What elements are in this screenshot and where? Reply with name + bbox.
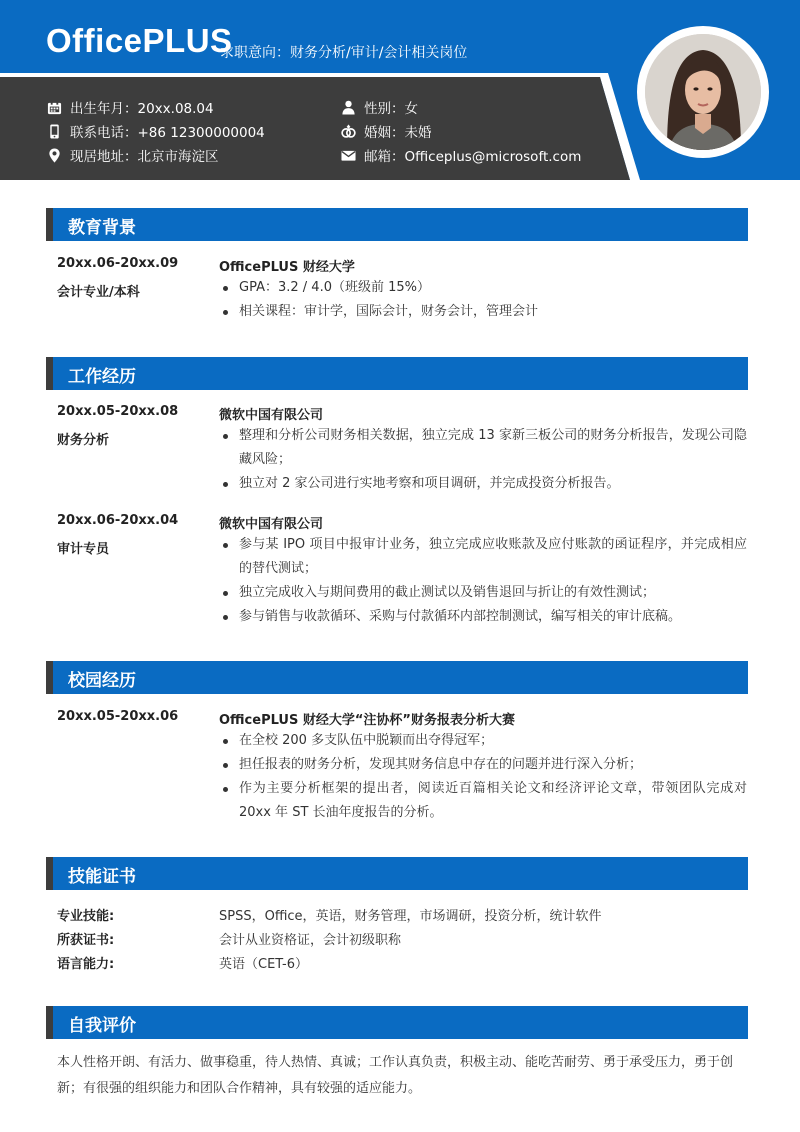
info-email (340, 145, 581, 165)
info-birth (46, 97, 214, 117)
mail-icon (340, 147, 356, 163)
education-date: 20xx.06-20xx.09 (57, 256, 179, 271)
person-icon (340, 99, 356, 115)
work-date-1: 20xx.05-20xx.08 (57, 404, 179, 419)
info-address (46, 145, 219, 165)
campus-section-header (46, 661, 748, 694)
rings-icon (340, 123, 356, 139)
list-item: 相关课程：审计学，国际会计，财务会计，管理会计 (219, 300, 747, 324)
list-item: 独立对 2 家公司进行实地考察和项目调研，并完成投资分析报告。 (219, 472, 747, 496)
info-marital (340, 121, 432, 141)
work-role-1: 财务分析 (57, 433, 110, 448)
campus-title: 校园经历 (68, 671, 136, 691)
education-school: OfficePLUS 财经大学 (219, 260, 355, 275)
campus-date: 20xx.05-20xx.06 (57, 709, 179, 724)
education-title: 教育背景 (68, 218, 136, 238)
info-address-text: 现居地址：北京市海淀区 (70, 149, 219, 165)
self-eval-section-header (46, 1006, 748, 1039)
skill-label-certificates: 所获证书: (57, 933, 115, 948)
calendar-icon (46, 99, 62, 115)
work-date-2: 20xx.06-20xx.04 (57, 513, 179, 528)
list-item: 独立完成收入与期间费用的截止测试以及销售退回与折让的有效性测试； (219, 581, 747, 605)
list-item: GPA：3.2 / 4.0（班级前 15%） (219, 276, 747, 300)
self-eval-text: 本人性格开朗、有活力、做事稳重，待人热情、真诚；工作认真负责，积极主动、能吃苦耐劳、勇于承受压力，勇于创新；有很强的组织能力和团队合作精神，具有较强的适应能力。 (57, 1055, 734, 1096)
info-birth-text: 出生年月：20xx.08.04 (70, 101, 214, 117)
list-item: 作为主要分析框架的提出者，阅读近百篇相关论文和经济评论文章，带领团队完成对 20xx 年 ST 长油年度报告的分析。 (219, 777, 747, 825)
skill-value-language: 英语（CET-6） (219, 957, 309, 972)
education-section-header (46, 208, 748, 241)
campus-event: OfficePLUS 财经大学“注协杯”财务报表分析大赛 (219, 713, 515, 728)
self-eval-title: 自我评价 (68, 1016, 136, 1036)
education-major: 会计专业/本科 (57, 285, 140, 300)
list-item: 在全校 200 多支队伍中脱颖而出夺得冠军； (219, 729, 747, 753)
education-list (219, 276, 747, 324)
skill-value-certificates: 会计从业资格证，会计初级职称 (219, 933, 402, 948)
location-icon (46, 147, 62, 163)
brand-name: OfficePLUS (46, 22, 233, 59)
skill-label-language: 语言能力: (57, 957, 115, 972)
info-marital-text: 婚姻：未婚 (364, 125, 432, 141)
work-company-1: 微软中国有限公司 (219, 408, 324, 423)
list-item: 担任报表的财务分析，发现其财务信息中存在的问题并进行深入分析； (219, 753, 747, 777)
list-item: 参与某 IPO 项目中报审计业务，独立完成应收账款及应付账款的函证程序，并完成相应的替代测试； (219, 533, 747, 581)
work-role-2: 审计专员 (57, 542, 110, 557)
skill-label-professional: 专业技能: (57, 909, 115, 924)
skill-value-professional: SPSS，Office，英语，财务管理，市场调研，投资分析，统计软件 (219, 909, 602, 924)
work-company-2: 微软中国有限公司 (219, 517, 324, 532)
info-gender-text: 性别：女 (364, 101, 418, 117)
skills-section-header (46, 857, 748, 890)
list-item: 整理和分析公司财务相关数据，独立完成 13 家新三板公司的财务分析报告，发现公司隐藏风险； (219, 424, 747, 472)
info-gender (340, 97, 418, 117)
info-phone (46, 121, 265, 141)
work-title: 工作经历 (68, 367, 136, 387)
work-section-header (46, 357, 748, 390)
skills-title: 技能证书 (68, 867, 136, 887)
job-intent: 求职意向：财务分析/审计/会计相关岗位 (220, 45, 468, 61)
phone-icon (46, 123, 62, 139)
campus-list (219, 729, 747, 825)
avatar (645, 34, 761, 150)
work-list-1 (219, 424, 747, 496)
list-item: 参与销售与收款循环、采购与付款循环内部控制测试，编写相关的审计底稿。 (219, 605, 747, 629)
info-email-text: 邮箱：Officeplus@microsoft.com (364, 149, 582, 165)
work-list-2 (219, 533, 747, 629)
info-phone-text: 联系电话：+86 12300000004 (70, 125, 265, 141)
